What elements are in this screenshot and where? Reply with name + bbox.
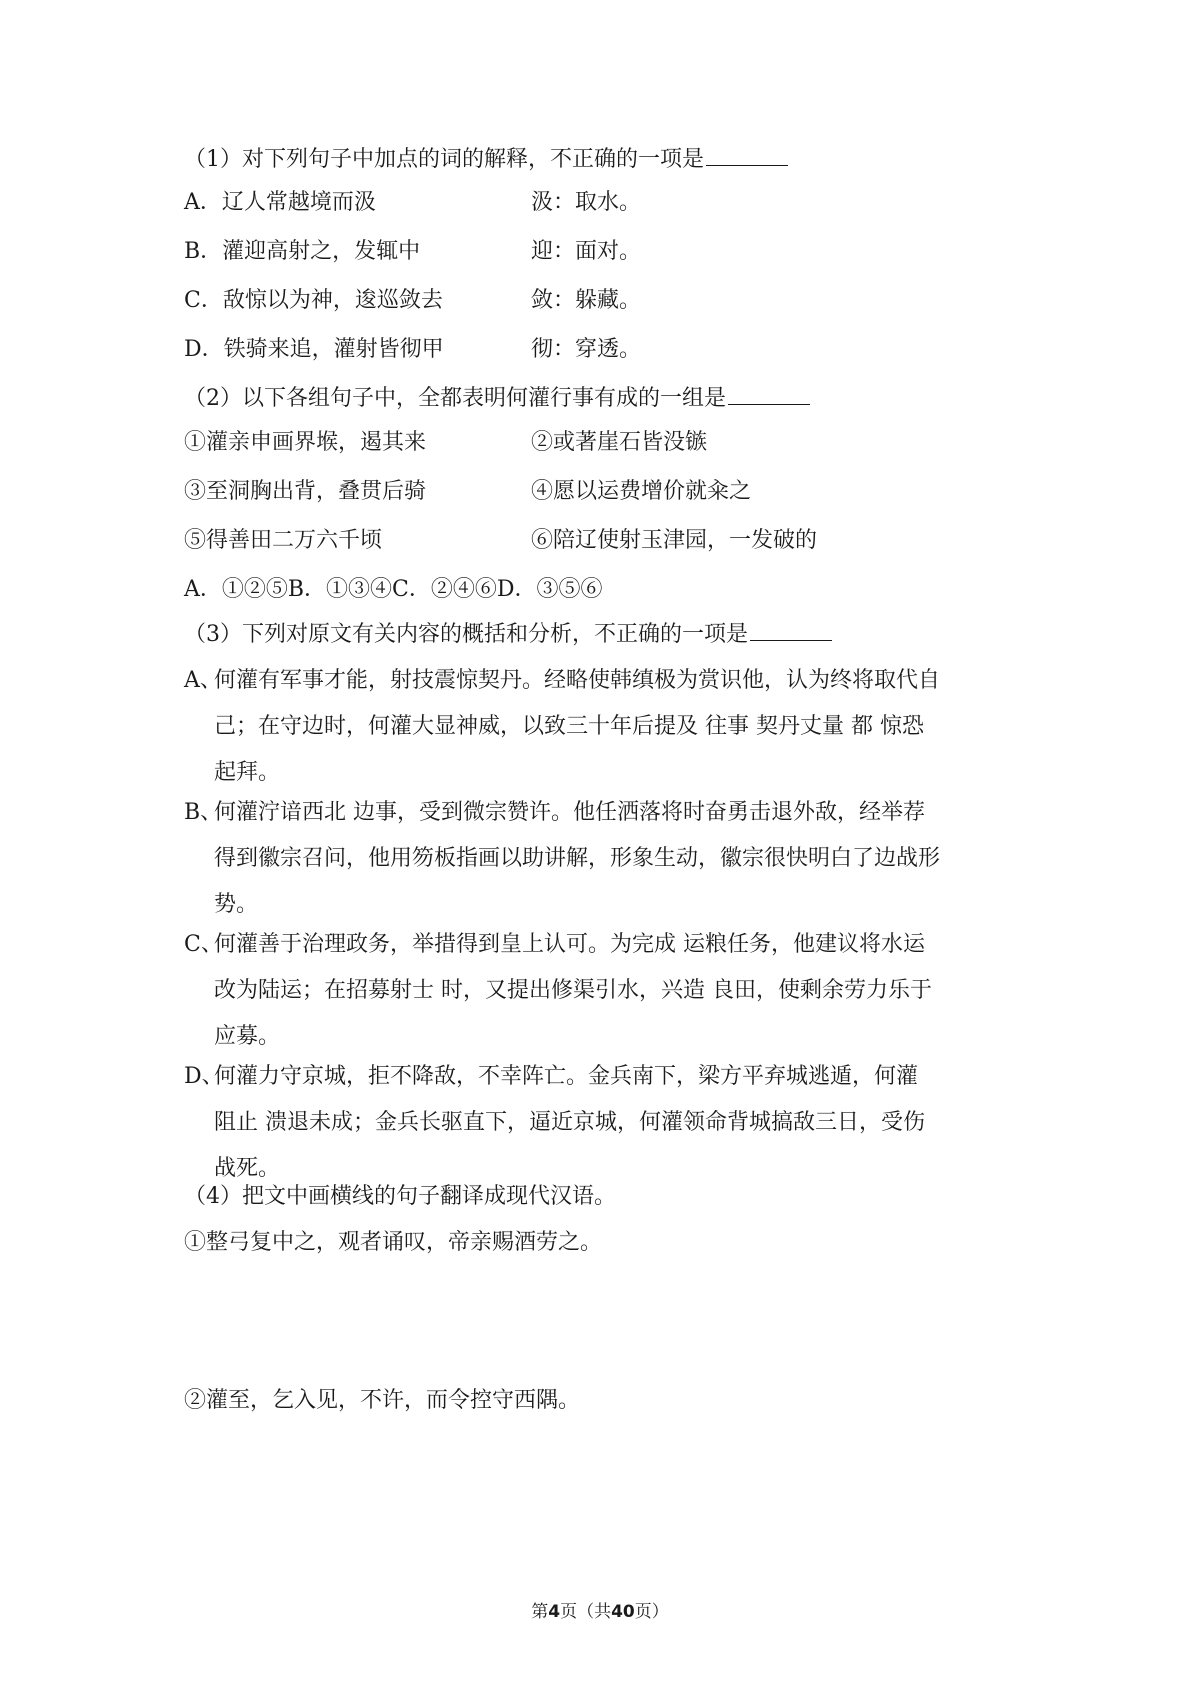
q2-choices: A．①②⑤B．①③④C．②④⑥D．③⑤⑥: [184, 577, 603, 602]
q4-item-2: ②灌至，乞入见，不许，而令控守西隅。: [184, 1388, 581, 1413]
q2-row: [184, 477, 752, 507]
q2-answer-blank: [728, 382, 810, 405]
q2-item: ⑤得善田二万六千顷: [184, 528, 383, 553]
q3-option-d: [184, 1054, 1029, 1192]
q3-option-line: 何灌泞谙西北 边事，受到微宗赞许。他任洒落将时奋勇击退外敌，经举荐: [214, 800, 925, 825]
q3-option-b: [184, 790, 1029, 928]
q2-stem-line: [184, 382, 810, 414]
q2-item: ③至洞胸出背，叠贯后骑: [184, 479, 427, 504]
page-footer: [0, 1600, 1200, 1624]
q3-option-line: 得到徽宗召问，他用笏板指画以助讲解，形象生动，徽宗很快明白了边战形: [214, 846, 941, 871]
q1-option-b: [184, 237, 642, 267]
q1-stem-line: [184, 143, 788, 175]
q3-option-line: 何灌力守京城，拒不降敌，不幸阵亡。金兵南下，梁方平弃城逃遁，何灌: [214, 1064, 919, 1089]
q1-option-sentence: 辽人常越境而汲: [221, 190, 376, 215]
q3-option-line: 何灌有军事才能，射技震惊契丹。经略使韩缜极为赏识他，认为终将取代自: [214, 668, 941, 693]
footer-suffix: 页）: [634, 1602, 669, 1622]
footer-page-number: 4: [548, 1602, 561, 1622]
footer-middle: 页（共: [560, 1602, 612, 1622]
q1-option-label: D．: [184, 337, 224, 362]
q3-option-label: B、: [184, 800, 223, 825]
q3-option-a: [184, 658, 1029, 796]
q1-option-d: [184, 335, 642, 365]
footer-total-pages: 40: [611, 1602, 635, 1622]
q3-option-label: C、: [184, 932, 223, 957]
q3-option-line: 改为陆运；在招募射士 时，又提出修渠引水，兴造 良田，使剩余劳力乐于: [214, 978, 932, 1003]
q2-stem: （2）以下各组句子中，全都表明何灌行事有成的一组是: [184, 386, 726, 411]
q1-option-label: C．: [184, 288, 223, 313]
q2-item: ②或著崖石皆没镞: [531, 430, 708, 455]
q2-item: ①灌亲申画界堠，遏其来: [184, 430, 427, 455]
q1-stem: （1）对下列句子中加点的词的解释，不正确的一项是: [184, 147, 704, 172]
q1-option-sentence: 敌惊以为神，逡巡敛去: [222, 288, 443, 313]
q1-option-sentence: 铁骑来追，灌射皆彻甲: [223, 337, 444, 362]
q3-option-label: A、: [184, 668, 222, 693]
q3-answer-blank: [750, 618, 832, 641]
q1-option-sense: 汲：取水。: [531, 190, 642, 215]
q3-option-line: 起拜。: [214, 760, 281, 785]
q4-stem: （4）把文中画横线的句子翻译成现代汉语。: [184, 1184, 616, 1209]
q2-item: ⑥陪辽使射玉津园，一发破的: [531, 528, 818, 553]
q1-option-a: [184, 188, 642, 218]
q1-option-label: A．: [184, 190, 222, 215]
q1-option-sense: 迎：面对。: [531, 239, 642, 264]
q3-option-line: 何灌善于治理政务，举措得到皇上认可。为完成 运粮任务，他建议将水运: [214, 932, 925, 957]
q1-answer-blank: [706, 143, 788, 166]
q3-stem-line: [184, 618, 832, 650]
q3-option-label: D、: [184, 1064, 224, 1089]
q1-option-label: B．: [184, 239, 223, 264]
q3-option-line: 势。: [214, 892, 259, 917]
q3-stem: （3）下列对原文有关内容的概括和分析，不正确的一项是: [184, 622, 748, 647]
q3-option-line: 己；在守边时，何灌大显神威，以致三十年后提及 往事 契丹丈量 都 惊恐: [214, 714, 924, 739]
q2-item: ④愿以运费增价就籴之: [531, 479, 752, 504]
q3-option-line: 战死。: [214, 1156, 281, 1181]
q3-option-c: [184, 922, 1029, 1060]
q1-option-sense: 敛：躲藏。: [531, 288, 642, 313]
q4-item-1: ①整弓复中之，观者诵叹，帝亲赐酒劳之。: [184, 1230, 603, 1255]
q3-option-line: 应募。: [214, 1024, 281, 1049]
q2-row: [184, 428, 708, 458]
q1-option-sentence: 灌迎高射之，发辄中: [222, 239, 421, 264]
q1-option-c: [184, 286, 642, 316]
footer-prefix: 第: [531, 1602, 549, 1622]
q1-option-sense: 彻：穿透。: [531, 337, 642, 362]
q2-row: [184, 526, 818, 556]
q3-option-line: 阻止 溃退未成；金兵长驱直下，逼近京城，何灌领命背城搞敌三日，受伤: [214, 1110, 925, 1135]
